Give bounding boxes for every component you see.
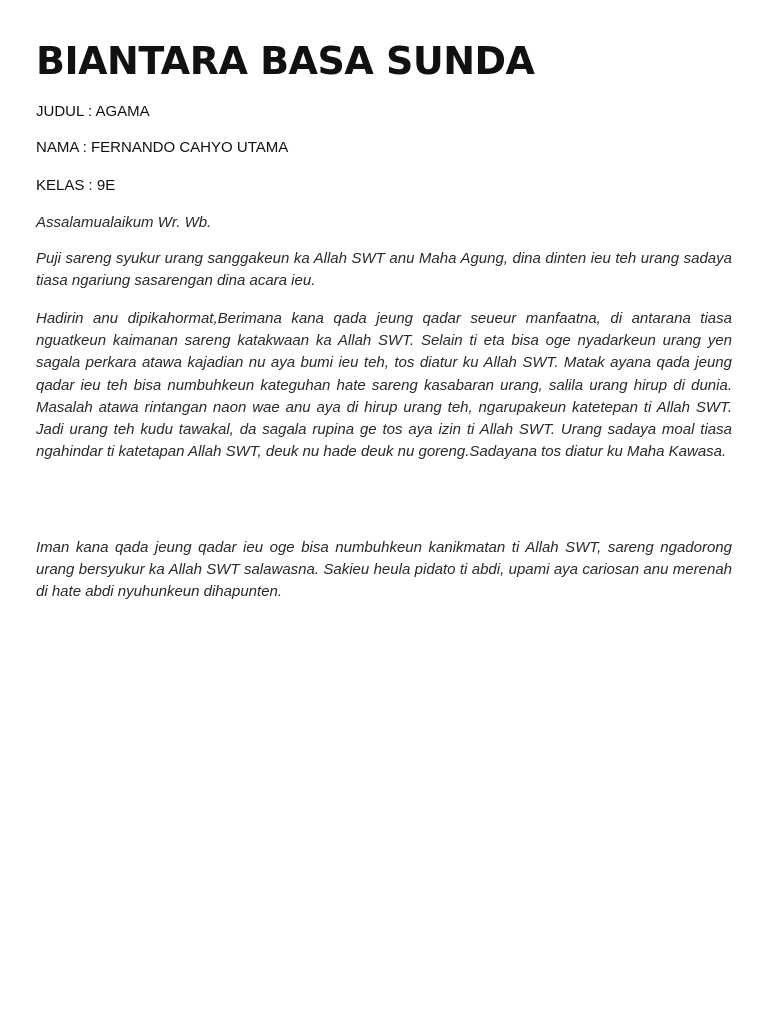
- meta-nama: NAMA : FERNANDO CAHYO UTAMA: [36, 139, 289, 156]
- greeting: Assalamualaikum Wr. Wb.: [36, 214, 212, 231]
- paragraph-opening: Puji sareng syukur urang sanggakeun ka Allah SWT anu Maha Agung, dina dinten ieu teh urang sadaya tiasa ngariung sasarengan dina acara ieu.: [36, 250, 732, 290]
- document-title: BIANTARA BASA SUNDA: [36, 39, 535, 83]
- paragraph-body: Hadirin anu dipikahormat,Berimana kana qada jeung qadar seueur manfaatna, di antarana tiasa nguatkeun kaimanan sareng katakwaan ka Allah SWT. Selain ti eta bisa oge nyadarkeun urang yen sagala perkara atawa kajadian nu aya bumi ieu teh, tos diatur ku Allah SWT. Matak ayana qada jeung qadar ieu teh bisa numbuhkeun kateguhan hate sareng kasabaran urang, salila urang hirup di dunia. Masalah atawa rintangan naon wae anu aya di hirup urang teh, ngarupakeun katetepan ti Allah SWT. Jadi urang teh kudu tawakal, da sagala rupina ge tos aya izin ti Allah SWT. Urang sadaya moal tiasa ngahindar ti katetapan Allah SWT, deuk nu hade deuk nu goreng.Sadayana tos diatur ku Maha Kawasa.: [36, 310, 732, 461]
- paragraph-closing: Iman kana qada jeung qadar ieu oge bisa numbuhkeun kanikmatan ti Allah SWT, sareng ngadorong urang bersyukur ka Allah SWT salawasna. Sakieu heula pidato ti abdi, upami aya cariosan anu merenah di hate abdi nyuhunkeun dihapunten.: [36, 539, 732, 601]
- meta-kelas: KELAS : 9E: [36, 177, 116, 194]
- meta-judul: JUDUL : AGAMA: [36, 103, 150, 120]
